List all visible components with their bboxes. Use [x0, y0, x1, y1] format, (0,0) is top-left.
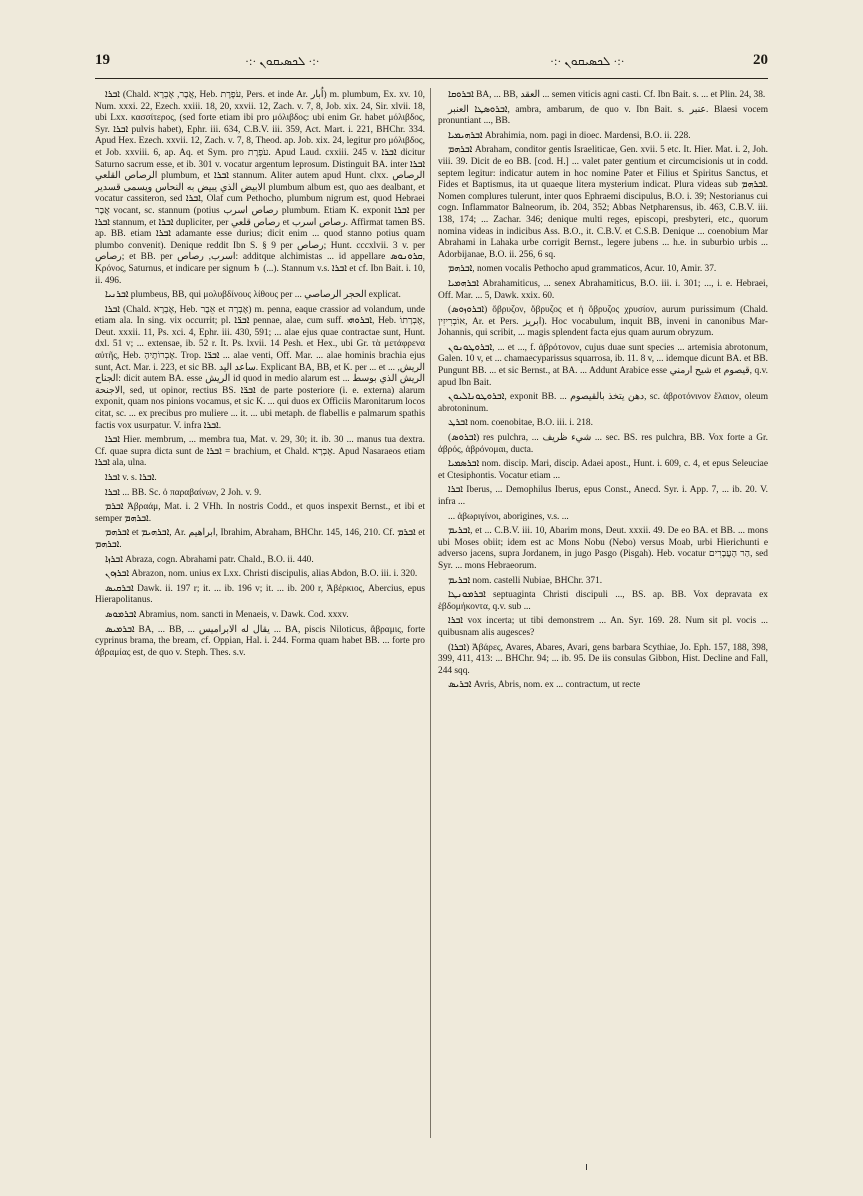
- dictionary-entry: ܐܒܪܝܣ Avris, Abris, nom. ex ... contractum, ut recte: [448, 680, 641, 691]
- dictionary-entry: ܐܒܪܐ (Chald. אֲבָר, אֶבְרָא, Heb. עֹפֶרֶת, Pers. et inde Ar. اُبار) m. plumbum, Ex. xv. 10, Num. xxxi. 22, Ezech. xxiii. 18, 20, xxvii. 12, Zach. v. 7, 8, Job. xix. 24, Sir. xlvii. 18, ubi Lxx. κασσίτερος, (sed forte etiam ibi pro μόλιβδος: ubi enim Gr. habet μόλιβδος, Syr. ܐܒܪܐ pulvis habet), Ephr. iii. 634, C.B.V. iii. 359, Act. Mart. i. 221, BHChr. 334. Apud Hex. Ezech. xxvii. 12, Zach. v. 7, 8, Theod. ap. Job. xix. 24, legitur pro μόλιβδος, et Job. xxviii. 6, ap. Aq. et Sym. pro עֹפֶרֶת. Apud Laud. cxxiii. 245 v. ܐܒܪܐ dicitur Saturno sacrum esse, et ib. 301 v. vocatur argentum leprosum. Distinguit BA. inter ܐܒܪܐ الرصاص القلعي plumbum, et ܐܒܪܐ stannum. Aliter autem apud Hunt. clxx. الرصاص الابيض الذي يبيض به النحاس ويسمى قسدير plumbum album est, quo aes dealbant, et vocatur cassiteron, sed ܐܒܪܐ, Olaf cum Pethocho, plumbum nigrum est, quod Hebraei אֲבָר vocant, sc. stannum (potius رصاص اسرب plumbum. Etiam K. exponit ܐܒܪܐ per ܐܒܪܐ stannum, et ܐܒܪܐ dupliciter, per رصاص قلعي et رصاص اسرب. Affirmat tamen BS. ap. BB. etiam ܐܒܪܐ adamante esse durius; dicit enim ... quod stanno potius quam plumbo convenit). Denique reddit Ibn S. § 9 per رصاص; Hunt. cccxlvii. 3 v. per رصاص; et BB. per اسرب, رصاص: additque alchimistas ... id appellare ܩܪܘܢܘܣ, Κρόνος, Saturnus, et indicare per signum ♄ (...). Stannum v.s. ܐܒܪܐ et cf. Ibn Bait. i. 10, ii. 496.: [95, 90, 425, 286]
- dictionary-entry: ܐܒܪܡܘܢܛܐ septuaginta Christi discipuli ..., BS. ap. BB. Vox depravata ex ἑβδομήκοντα, q.v. sub ...: [438, 590, 768, 612]
- dictionary-entry: ܐܒܪܩܝܣ Dawk. ii. 197 r; it. ... ib. 196 v; it. ... ib. 200 r, Ἀβέρκιος, Abercius, epus Hierapolitanus.: [95, 583, 425, 606]
- dictionary-entry: ܐܒܪܐ Iberus, ... Demophilus Iberus, epus Const., Anecd. Syr. i. App. 7, ... ib. 20. V. infra ...: [438, 485, 768, 507]
- dictionary-entry: ܐܒܪܢܝܐ plumbeus, BB, qui μολυβδίνους λίθους per ... الحجر الرصاصي explicat.: [105, 290, 401, 301]
- dictionary-entry: ܐܒܪܝܡ, et ... C.B.V. iii. 10, Abarim mons, Deut. xxxii. 49. De eo BA. et BB. ... mons ubi Moses obiit; idem est ac Mons Nobu (Nebo) versus Moab, urbi Hierichunti e adverso jacens, supra Jordanem, in jugo Pasgo (Pisgah). Heb. vocatur הַר הָעֲבָרִים, sed Syr. ... mons Hebraeorum.: [438, 526, 768, 571]
- dictionary-entry: ܐܒܪܛ nom. coenobitae, B.O. iii. i. 218.: [448, 418, 593, 429]
- running-head-right: ·:· ܠܟܣܝܩܘܢ ·:·: [550, 54, 625, 68]
- dictionary-entry: ܐܒܪܣܡܝܐ nom. discip. Mari, discip. Adaei apost., Hunt. i. 609, c. 4, et epus Seleuciae et Ctesiphontis. Vocatur etiam ...: [438, 459, 768, 481]
- dictionary-entry: ܐܒܪܘܛܘܢܐܠܝܘܢ, exponit BB. ... دهن يتخذ بالقيصوم, sc. ἀβροτόνινον ἔλαιον, oleum abrotoninum.: [438, 392, 768, 414]
- dictionary-entry: ܐܒܪܡܝܣ BA, ... BB, ... يقال له الابراميس ... BA, piscis Niloticus, ἄβραμις, forte cyprinus brama, the bream, cf. Oppian, Hal. i. 244. Forma quam habet BB. ... forte pro ἀβραμίας est, de quo v. Steph. Thes. s.v.: [95, 624, 426, 658]
- dictionary-entry: ܐܒܪܝܡ nom. castelli Nubiae, BHChr. 371.: [448, 575, 603, 586]
- dictionary-entry: ܐܒܪܘܣܛܐ العنبر, ambra, ambarum, de quo v. Ibn Bait. s. عنبر. Blaesi vocem pronuntiant ..., BB.: [438, 104, 768, 127]
- dictionary-entry: ܐܒܪܐ (Chald. אֶבְרָא, Heb. אֵבֶר et אֶבְרָה) m. penna, eaque crassior ad volandum, unde etiam ala. In sing. vix occurrit; pl. ܐܒܪ̈ܐ pennae, alae, cum suff. ܐܒܪܘܗܝ, Heb. אֶבְרָתוֹ, Deut. xxxii. 11, Ps. xci. 4, Ephr. iii. 430, 591; ... alae ejus quae contractae sunt, Hunt. dxl. 51 v; ... extensae, ib. 52 r. It. Ps. lxvii. 14 Pesh. et Hex., ubi Gr. τὰ μετάφρενα αὐτῆς, Heb. אֶבְרוֹתֶיהָ. Trop. ܐܒܪ̈ܐ ... alae venti, Off. Mar. ... alae hominis brachia ejus sunt, Act. Mar. i. 223, et sic BB. ساعد اليد. Explicant BA, BB, et K. per ... et ... الريش, الجناح: dicit autem BA. esse الريش id quod in medio alarum est ... الريش الذي بوسط الاجنحة, sed, ut opinor, rectius BS. ܐܒܪ̈ܐ de parte posteriore (i. e. externa) alarum exponit, quam nos pinions vocamus, et sic K. ... qui duos ex Officiis Maronitarum locos citat, sc. ... ex precibus pro muliere ... it. ... ubi metaph. de flabellis e palmarum spathis factis vox usurpatur. V. infra ܐܒܪܐ.: [95, 304, 426, 431]
- dictionary-entry: ܐܒܪܗܡ, nomen vocalis Pethocho apud grammaticos, Acur. 10, Amir. 37.: [448, 264, 717, 275]
- footer-mark: [586, 1164, 587, 1170]
- page-number-right: 20: [753, 52, 768, 68]
- left-column: [95, 90, 425, 662]
- dictionary-entry: ܐܒܪܗܝܡܝܐ Abrahimia, nom. pagi in dioec. Mardensi, B.O. ii. 228.: [448, 130, 691, 141]
- dictionary-entry: ܐܒܪܐ ... BB. Sc. ὁ παραβαίνων, 2 Joh. v. 9.: [105, 487, 262, 498]
- column-divider: [430, 88, 431, 1138]
- dictionary-entry: ܐܒܪܡ Ἀβραάμ, Mat. i. 2 VHh. In nostris Codd., et quos inspexit Bernst., et ibi et semper ܐܒܪܗܡ.: [95, 502, 425, 524]
- right-column: [438, 90, 768, 695]
- dictionary-entry: ܐܒܪܗܡ et ܐܒܪܗܝܡ, Ar. ابراهيم, Ibrahim, Abraham, BHChr. 145, 146, 210. Cf. ܐܒܪܡ et ܐܒܪܗܡ.: [95, 528, 425, 550]
- dictionary-entry: ܐܒܪܗܡܝܐ Abrahamiticus, ... senex Abrahamiticus, B.O. iii. i. 301; ..., i. e. Hebraei, Off. Mar. ... 5, Dawk. xxix. 60.: [438, 278, 768, 301]
- page-header: [95, 52, 768, 74]
- header-rule: [95, 78, 768, 79]
- dictionary-entry: ܐܒܪܗܡ Abraham, conditor gentis Israeliticae, Gen. xvii. 5 etc. It. Hier. Mat. i. 2, Joh. viii. 39. Dicit de eo BB. [cod. H.] ... valet pater gentium et circumcisionis ut in codd. septem legitur: indicatur autem in hoc nomine Pater et Filius et Spiritus Sanctus, et Fides et Baptismus, ita ut quaeque litera mysterium indicat. Plura videas sub ܐܒܪܗܡ. Nomen complures tulerunt, inter quos Ephraemi discipulus, B.O. i. 39; Nestorianus cui cogn. Inflammator Balneorum, ib. 204, 352; Abbas Netpharensus, ib. 463, C.B.V. iii. 138, 174; ... Zachar. 346; denique multi reges, episcopi, presbyteri, etc., quorum nomina videas in indicibus Ass. B.O., it. C.B.V. et C.S.B. Denique ... coenobium Mar Abrahami in Lahaka urbe corrigit Bernst., legere jubens ... h.e. in suburbio urbis ... Adorbijanae, B.O. ii. 256, 6 sq.: [438, 145, 768, 260]
- dictionary-entry: ܐܒܪܐ v. s. ܐܒܪܐ.: [105, 473, 157, 483]
- dictionary-entry: ܐܒܪܡܘܣ Abramius, nom. sancti in Menaeis, v. Dawk. Cod. xxxv.: [105, 609, 349, 620]
- dictionary-entry: ܐܒܪܘܛܘܢܘܢ, ... et ..., f. ἀβρότονον, cujus duae sunt species ... artemisia abrotonum, Galen. 10 v, et ... chamaecyparissus squarrosa, ib. 11. 8 v, ... idemque dicunt BA. et BB. Pungunt BB. ... et sic Bernst., at BA. ... Addunt Arabice esse شيح ارمني et قيصوم, q.v. apud Ibn Bait.: [438, 342, 768, 388]
- dictionary-entry: ܐܒܪܘܩܐ BA, ... BB, العقد ... semen viticis agni casti. Cf. Ibn Bait. s. ... et Plin. 24, 38.: [448, 90, 766, 100]
- dictionary-entry: ܐܒܪܙܘܢ Abrazon, nom. unius ex Lxx. Christi discipulis, alias Abdon, B.O. iii. i. 320.: [105, 569, 418, 580]
- dictionary-entry: ܐܒܪܐ Hier. membrum, ... membra tua, Mat. v. 29, 30; it. ib. 30 ... manus tua dextra. Cf. quae supra dicta sunt de ܐܒܪܐ = brachium, et Chald. אֶבְרָא. Apud Nasaraeos etiam ܐܒܪܐ ala, ulna.: [95, 435, 425, 469]
- dictionary-entry: ܐܒܪܙܐ Abraza, cogn. Abrahami patr. Chald., B.O. ii. 440.: [105, 554, 314, 565]
- dictionary-entry: (ܐܒܪܘܣ) res pulchra, ... شيء ظريف ... sec. BS. res pulchra, BB. Vox forte a Gr. ἁβρός, ἁβρόνομαι, ducta.: [438, 433, 768, 455]
- dictionary-entry: (ܐܒܪܘܙܘܣ) ὄβρυζον, ὄβρυζος et ἡ ὄβρυζος χρυσίον, aurum purissimum (Chald. אוֹבְרִיזִין, Ar. et Pers. ابريز). Hoc vocabulum, inquit BB, inveni in canonibus Mar-Johannis, qui scribit, ... magis splendent facta ejus quam aurum obryzum.: [438, 305, 768, 339]
- running-head-left: ·:· ܠܟܣܝܩܘܢ ·:·: [245, 54, 320, 68]
- page-number-left: 19: [95, 52, 110, 68]
- dictionary-entry: (ܐܒܪܐ) Ἀβάρες, Avares, Abares, Avari, gens barbara Scythiae, Jo. Eph. 157, 188, 398, 399, 411, 413: ... BHChr. 94; ... ib. 95. De iis consulas Gibbon, Hist. Decline and Fall, 244 sqq.: [438, 642, 768, 676]
- dictionary-entry: ܐܒܪܐ vox incerta; ut tibi demonstrem ... An. Syr. 169. 28. Num sit pl. vocis ... quibusnam alis augesces?: [438, 616, 768, 638]
- dictionary-entry: ... ἀβωριγίνοι, aborigines, v.s. ...: [448, 511, 569, 522]
